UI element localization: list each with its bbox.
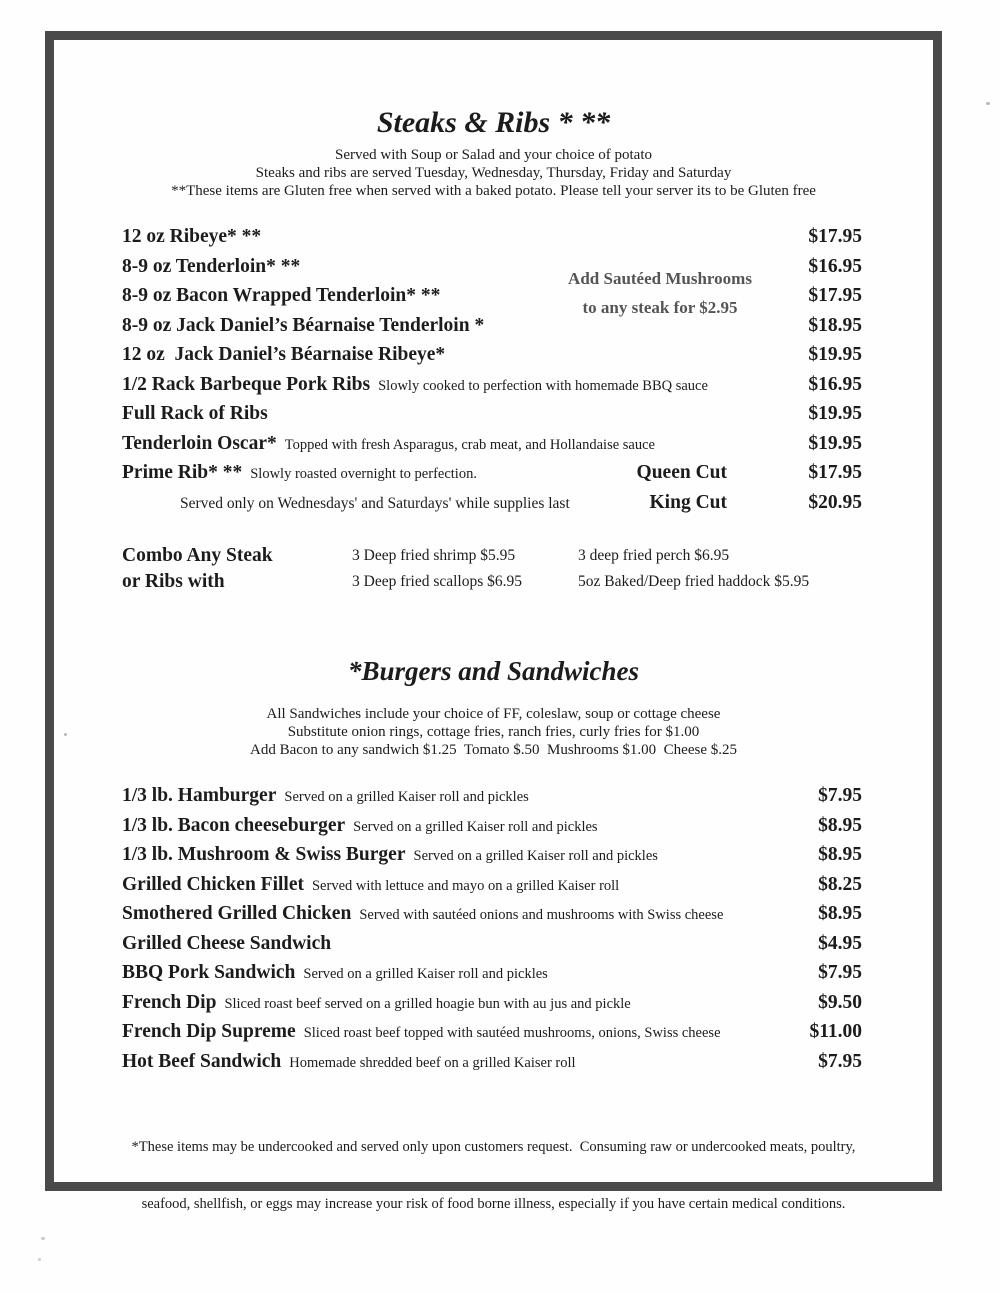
item-name: 8-9 oz Jack Daniel’s Béarnaise Tenderloin * <box>122 314 485 336</box>
burgers-section-title: *Burgers and Sandwiches <box>347 656 640 686</box>
item-price: $7.95 <box>818 962 862 983</box>
menu-content <box>54 104 933 1246</box>
item-name: BBQ Pork Sandwich <box>122 962 296 983</box>
item-price: $7.95 <box>818 1050 862 1072</box>
combo-label-line: or Ribs with <box>122 571 225 592</box>
burgers-note: All Sandwiches include your choice of FF, coleslaw, soup or cottage cheese <box>266 706 721 722</box>
combo-options-column-2 <box>578 543 809 595</box>
item-name: Prime Rib* ** <box>122 462 243 483</box>
menu-item-row <box>122 433 862 463</box>
item-name: 1/3 lb. Bacon cheeseburger <box>122 814 346 836</box>
item-description: Slowly cooked to perfection with homemade BBQ sauce <box>378 377 708 394</box>
mushroom-addon-note-line: to any steak for $2.95 <box>582 298 738 317</box>
item-description: Sliced roast beef served on a grilled hoagie bun with au jus and pickle <box>224 995 631 1012</box>
disclaimer-line: *These items may be undercooked and served only upon customers request. Consuming raw or undercooked meats, poultry, <box>131 1139 856 1155</box>
steaks-note: Steaks and ribs are served Tuesday, Wednesday, Thursday, Friday and Saturday <box>255 165 732 181</box>
combo-label-line: Combo Any Steak <box>122 545 273 566</box>
item-price: $19.95 <box>808 344 862 365</box>
item-price: $19.95 <box>808 432 862 454</box>
item-description: Served on a grilled Kaiser roll and pickles <box>413 848 658 864</box>
item-price: $8.95 <box>818 844 862 865</box>
menu-item-row <box>122 874 862 904</box>
menu-item-row <box>122 815 862 845</box>
combo-option: 5oz Baked/Deep fried haddock $5.95 <box>578 573 810 590</box>
item-description: Served on a grilled Kaiser roll and pickles <box>353 818 598 835</box>
menu-item-row <box>122 933 862 963</box>
menu-item-row-prime-rib <box>122 462 862 492</box>
item-name: Hot Beef Sandwich <box>122 1050 282 1072</box>
item-name: French Dip Supreme <box>122 1021 296 1042</box>
combo-label <box>122 543 352 595</box>
menu-item-row <box>122 374 862 404</box>
item-price: $8.95 <box>818 903 862 924</box>
combo-option: 3 deep fried perch $6.95 <box>578 547 730 564</box>
menu-item-row <box>122 1021 862 1051</box>
combo-option: 3 Deep fried scallops $6.95 <box>352 573 523 590</box>
item-price: $8.25 <box>818 873 862 895</box>
item-name: French Dip <box>122 991 217 1013</box>
burgers-item-list <box>54 785 933 1080</box>
item-description: Homemade shredded beef on a grilled Kaiser roll <box>289 1054 576 1071</box>
item-price: $17.95 <box>808 226 862 247</box>
steaks-note: **These items are Gluten free when served with a baked potato. Please tell your server its to be Gluten free <box>171 183 816 199</box>
cut-size-label: Queen Cut <box>636 462 727 483</box>
steaks-section-title: Steaks & Ribs * ** <box>376 106 611 139</box>
item-description: Slowly roasted overnight to perfection. <box>250 466 477 482</box>
mushroom-addon-note-line: Add Sautéed Mushrooms <box>568 269 752 288</box>
item-price: $4.95 <box>818 932 862 954</box>
item-name: 12 oz Ribeye* ** <box>122 226 262 247</box>
availability-note: Served only on Wednesdays' and Saturdays' while supplies last <box>180 494 570 512</box>
item-price: $16.95 <box>808 373 862 395</box>
menu-item-row <box>122 903 862 933</box>
menu-item-row <box>122 403 862 433</box>
item-description: Served on a grilled Kaiser roll and pickles <box>284 789 529 805</box>
burgers-section-notes <box>54 705 933 759</box>
item-name: 1/2 Rack Barbeque Pork Ribs <box>122 373 371 395</box>
item-price: $11.00 <box>809 1021 862 1042</box>
scan-speck <box>986 102 990 105</box>
item-name: Grilled Cheese Sandwich <box>122 932 332 954</box>
scan-speck <box>38 1258 41 1261</box>
item-description: Topped with fresh Asparagus, crab meat, and Hollandaise sauce <box>284 436 655 453</box>
item-name: Tenderloin Oscar* <box>122 432 277 454</box>
steaks-note: Served with Soup or Salad and your choice of potato <box>334 147 652 163</box>
item-description: Served with lettuce and mayo on a grilled Kaiser roll <box>311 877 620 894</box>
item-price: $17.95 <box>808 462 862 483</box>
cut-size-label: King Cut <box>649 491 727 513</box>
item-price: $20.95 <box>808 491 862 513</box>
steaks-section-notes <box>54 146 933 200</box>
menu-item-row <box>122 785 862 815</box>
menu-item-row <box>122 1051 862 1081</box>
item-price: $7.95 <box>818 785 862 806</box>
item-price: $16.95 <box>808 255 862 277</box>
item-description: Served with sautéed onions and mushrooms with Swiss cheese <box>359 907 724 923</box>
menu-item-row <box>122 844 862 874</box>
disclaimer <box>54 1100 933 1252</box>
item-price: $19.95 <box>808 403 862 424</box>
mushroom-addon-note <box>530 264 790 322</box>
item-name: 12 oz Jack Daniel’s Béarnaise Ribeye* <box>122 344 446 365</box>
item-price: $8.95 <box>818 814 862 836</box>
menu-item-row <box>122 962 862 992</box>
menu-item-row <box>122 226 862 256</box>
item-price: $9.50 <box>818 991 862 1013</box>
menu-item-row <box>122 992 862 1022</box>
combo-options-column-1 <box>352 543 578 595</box>
item-name: 8-9 oz Bacon Wrapped Tenderloin* ** <box>122 285 441 306</box>
steaks-item-list <box>54 226 933 521</box>
item-name: Grilled Chicken Fillet <box>122 873 304 895</box>
combo-section <box>122 543 933 595</box>
item-name: 8-9 oz Tenderloin* ** <box>122 255 301 277</box>
burgers-note: Substitute onion rings, cottage fries, ranch fries, curly fries for $1.00 <box>287 724 700 740</box>
scan-speck <box>41 1237 45 1240</box>
item-name: Full Rack of Ribs <box>122 403 268 424</box>
burgers-note: Add Bacon to any sandwich $1.25 Tomato $.50 Mushrooms $1.00 Cheese $.25 <box>250 742 737 758</box>
item-name: 1/3 lb. Mushroom & Swiss Burger <box>122 844 406 865</box>
disclaimer-line: seafood, shellfish, or eggs may increase your risk of food borne illness, especially if you have certain medical conditions. <box>141 1196 846 1212</box>
item-description: Sliced roast beef topped with sautéed mushrooms, onions, Swiss cheese <box>303 1025 721 1041</box>
item-price: $17.95 <box>808 285 862 306</box>
menu-item-row <box>122 344 862 374</box>
item-description: Served on a grilled Kaiser roll and pickles <box>303 966 548 982</box>
combo-option: 3 Deep fried shrimp $5.95 <box>352 547 516 564</box>
item-name: Smothered Grilled Chicken <box>122 903 352 924</box>
item-name: 1/3 lb. Hamburger <box>122 785 277 806</box>
item-price: $18.95 <box>808 314 862 336</box>
menu-border-frame <box>45 31 942 1212</box>
menu-item-row-king-cut <box>122 492 862 522</box>
